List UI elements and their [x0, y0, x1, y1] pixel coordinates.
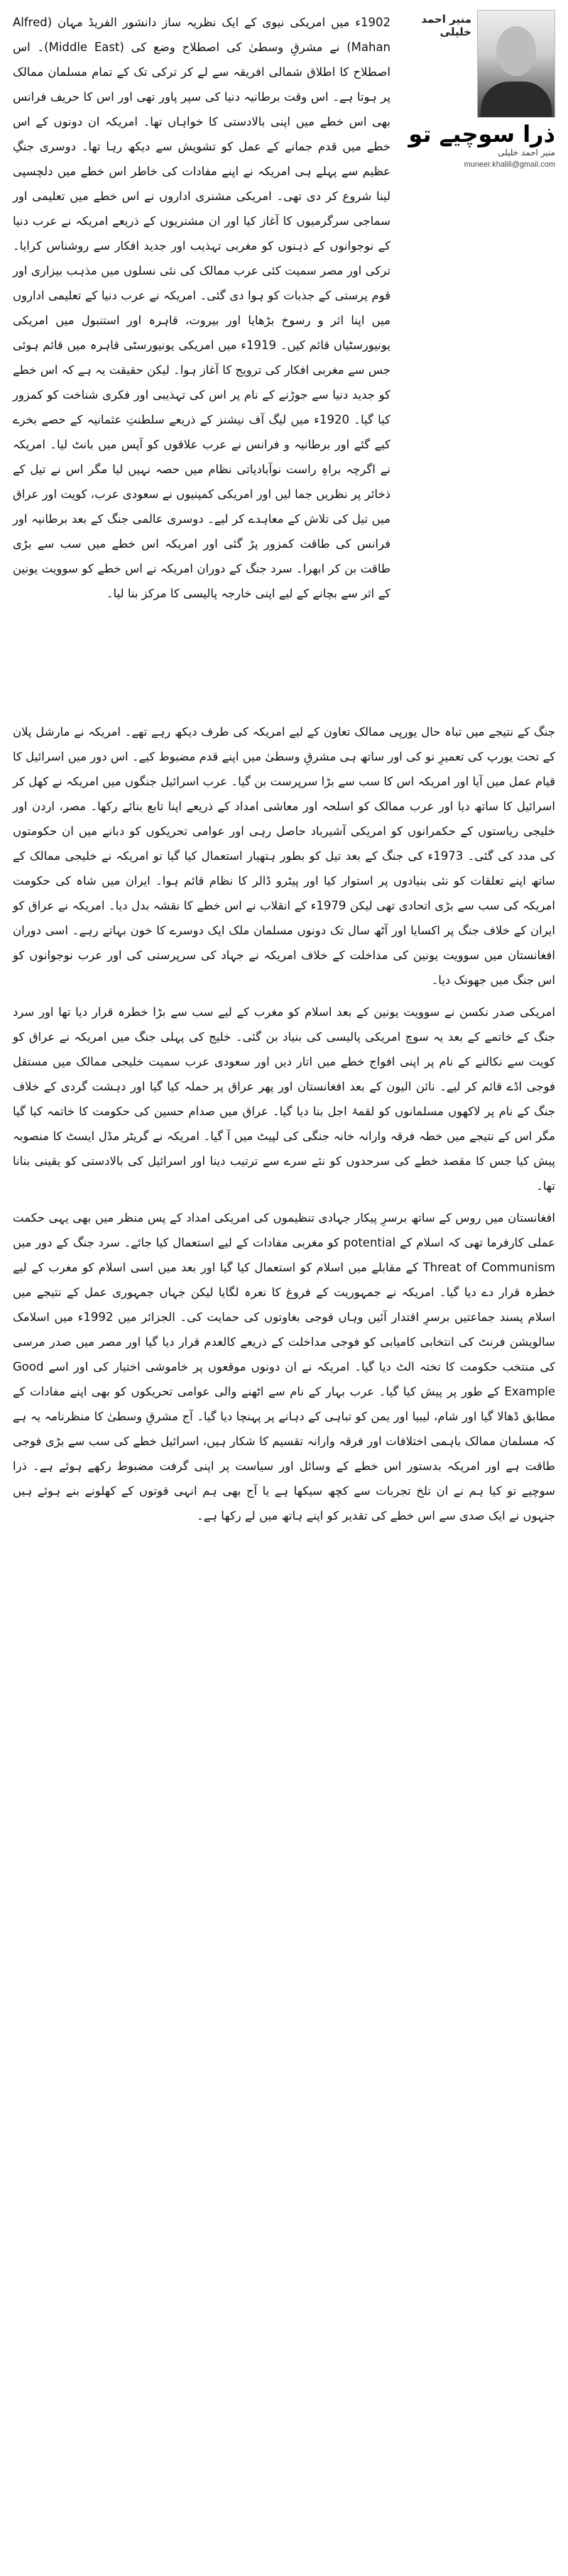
writer-name: منیر احمد خلیلی	[421, 13, 471, 38]
column-title: ذرا سوچیے تو	[408, 121, 555, 148]
byline: منیر احمد خلیلی	[498, 148, 555, 157]
author-email: muneer.khalili@gmail.com	[464, 160, 555, 169]
article-paragraph: جنگ کے نتیجے میں تباہ حال یورپی ممالک تعاون کے لیے امریکہ کی طرف دیکھ رہے تھے۔ امریکہ نے مارشل پلان کے تحت یورپ کی تعمیرِ نو کی اور ساتھ ہی مشرقِ وسطیٰ میں اپنے قدم مضبوط کیے۔ اس دور میں اسرائیل کا قیام عمل میں آیا اور امریکہ اس کا سب سے بڑا سرپرست بن گیا۔ عرب اسرائیل جنگوں میں امریکہ نے کھل کر اسرائیل کا ساتھ دیا اور عرب ممالک کو اسلحہ اور معاشی امداد کے ذریعے اپنا تابع بنائے رکھا۔ مصر، اردن اور خلیجی ریاستوں کے حکمرانوں کو امریکی آشیرباد حاصل رہی اور عوامی تحریکوں کو دبانے میں ان حکومتوں کی مدد کی گئی۔ 1973ء کی جنگ کے بعد تیل کو بطور ہتھیار استعمال کیا گیا تو امریکہ نے خلیجی ممالک کے ساتھ اپنے تعلقات کو نئی بنیادوں پر استوار کیا اور پیٹرو ڈالر کا نظام قائم ہوا۔ ایران میں شاہ کی حکومت امریکہ کی سب سے بڑی اتحادی تھی لیکن 1979ء کے انقلاب نے اس خطے کا نقشہ بدل دیا۔ امریکہ نے عراق کو ایران کے خلاف جنگ پر اکسایا اور آٹھ سال تک دونوں مسلمان ملک ایک دوسرے کا خون بہاتے رہے۔ اسی دوران افغانستان میں سوویت یونین کی مداخلت کے خلاف امریکہ نے جہاد کی سرپرستی کی اور عرب نوجوانوں کو اس جنگ میں جھونک دیا۔	[13, 725, 555, 987]
article-body	[13, 10, 555, 1535]
article-paragraph: 1902ء میں امریکی نیوی کے ایک نظریہ ساز دانشور الفریڈ مہان (Alfred Mahan) نے مشرقِ وسطیٰ کی اصطلاح وضع کی (Middle East)۔ اس اصطلاح کا اطلاق شمالی افریقہ سے لے کر ترکی تک کے تمام مسلمان ممالک پر ہوتا ہے۔ اس وقت برطانیہ دنیا کی سپر پاور تھی اور اس کا حریف فرانس بھی اس خطے میں اپنی بالادستی کا خواہاں تھا۔ امریکہ ان دونوں کے اس خطے میں قدم جمانے کے عمل کو تشویش سے دیکھ رہا تھا۔ دوسری جنگِ عظیم سے پہلے ہی امریکہ نے اپنے مفادات کی خاطر اس خطے میں دلچسپی لینا شروع کر دی تھی۔ امریکی مشنری اداروں نے اس خطے میں تعلیمی اور سماجی سرگرمیوں کا آغاز کیا اور ان مشنریوں کے ذریعے امریکہ نے عرب دنیا کے نوجوانوں کے ذہنوں کو مغربی تہذیب اور جدید افکار سے روشناس کرایا۔ ترکی اور مصر سمیت کئی عرب ممالک کی نئی نسلوں میں مذہب بیزاری اور قوم پرستی کے جذبات کو ہوا دی گئی۔ امریکہ نے عرب دنیا کے تعلیمی اداروں میں اپنا اثر و رسوخ بڑھایا اور بیروت، قاہرہ اور استنبول میں امریکی یونیورسٹیاں قائم کیں۔ 1919ء میں امریکی یونیورسٹی قاہرہ میں قائم ہوئی جس سے مغربی افکار کی ترویج کا آغاز ہوا۔ لیکن حقیقت یہ ہے کہ اس خطے کو جدید دنیا سے جوڑنے کے نام پر اس کی تہذیبی اور فکری شناخت کو کمزور کیا گیا۔ 1920ء میں لیگ آف نیشنز کے ذریعے سلطنتِ عثمانیہ کے حصے بخرے کیے گئے اور برطانیہ و فرانس نے عرب علاقوں کو آپس میں بانٹ لیا۔ امریکہ نے اگرچہ براہِ راست نوآبادیاتی نظام میں حصہ نہیں لیا مگر اس نے تیل کے ذخائر پر نظریں جما لیں اور امریکی کمپنیوں نے سعودی عرب، کویت اور عراق میں تیل کی تلاش کے معاہدے کر لیے۔ دوسری عالمی جنگ کے بعد برطانیہ اور فرانس کی طاقت کمزور پڑ گئی اور امریکہ اس خطے میں سب سے بڑی طاقت بن کر ابھرا۔ سرد جنگ کے دوران امریکہ نے اس خطے کو سوویت یونین کے اثر سے بچانے کے لیے اپنی خارجہ پالیسی کا مرکز بنا لیا۔	[12, 16, 391, 600]
article-paragraph: امریکی صدر نکسن نے سوویت یونین کے بعد اسلام کو مغرب کے لیے سب سے بڑا خطرہ قرار دیا تھا اور سرد جنگ کے خاتمے کے بعد یہ سوچ امریکی پالیسی کی بنیاد بن گئی۔ خلیج کی پہلی جنگ میں امریکہ نے عراق کو کویت سے نکالنے کے نام پر اپنی افواج خطے میں اتار دیں اور سعودی عرب سمیت خلیجی ممالک میں مستقل فوجی اڈے قائم کر لیے۔ نائن الیون کے بعد افغانستان اور پھر عراق پر حملہ کیا گیا اور دہشت گردی کے خلاف جنگ کے نام پر لاکھوں مسلمانوں کو لقمۂ اجل بنا دیا گیا۔ عراق میں صدام حسین کی حکومت کا خاتمہ کیا گیا مگر اس کے نتیجے میں خطہ فرقہ وارانہ خانہ جنگی کی لپیٹ میں آ گیا۔ امریکہ نے گریٹر مڈل ایسٹ کا منصوبہ پیش کیا جس کا مقصد خطے کی سرحدوں کو نئے سرے سے ترتیب دینا اور اسرائیل کی بالادستی کو یقینی بنانا تھا۔	[13, 1005, 555, 1193]
article-paragraph: افغانستان میں روس کے ساتھ برسرِ پیکار جہادی تنظیموں کی امریکی امداد کے پس منظر میں بھی یہی حکمت عملی کارفرما تھی کہ اسلام کے potential کو مغربی مفادات کے لیے استعمال کیا جائے۔ سرد جنگ کے دور میں Threat of Communism کے مقابلے میں اسلام کو استعمال کیا گیا اور بعد میں اسی اسلام کو مغرب کے لیے خطرہ قرار دے دیا گیا۔ امریکہ نے جمہوریت کے فروغ کا نعرہ لگایا لیکن جہاں جمہوری عمل کے نتیجے میں اسلام پسند جماعتیں برسرِ اقتدار آئیں وہاں فوجی بغاوتوں کی حمایت کی۔ الجزائر میں 1992ء میں اسلامک سالویشن فرنٹ کی انتخابی کامیابی کو فوجی مداخلت کے ذریعے کالعدم قرار دیا گیا اور مصر میں صدر مرسی کی منتخب حکومت کا تختہ الٹ دیا گیا۔ امریکہ نے ان دونوں موقعوں پر خاموشی اختیار کی اور اسے Good Example کے طور پر پیش کیا گیا۔ عرب بہار کے نام سے اٹھنے والی عوامی تحریکوں کو بھی اپنے مفادات کے مطابق ڈھالا گیا اور شام، لیبیا اور یمن کو تباہی کے دہانے پر پہنچا دیا گیا۔ آج مشرقِ وسطیٰ کا منظرنامہ یہ ہے کہ مسلمان ممالک باہمی اختلافات اور فرقہ وارانہ تقسیم کا شکار ہیں، اسرائیل خطے کی سب سے بڑی فوجی طاقت ہے اور امریکہ بدستور اس خطے کے وسائل اور سیاست پر اپنی گرفت مضبوط رکھے ہوئے ہے۔ ذرا سوچیے تو کیا ہم نے ان تلخ تجربات سے کچھ سیکھا ہے یا آج بھی ہم انہی قوتوں کے کھلونے بنے ہوئے ہیں جنہوں نے ایک صدی سے اس خطے کی تقدیر کو اپنے ہاتھ میں لے رکھا ہے۔	[13, 1211, 556, 1522]
